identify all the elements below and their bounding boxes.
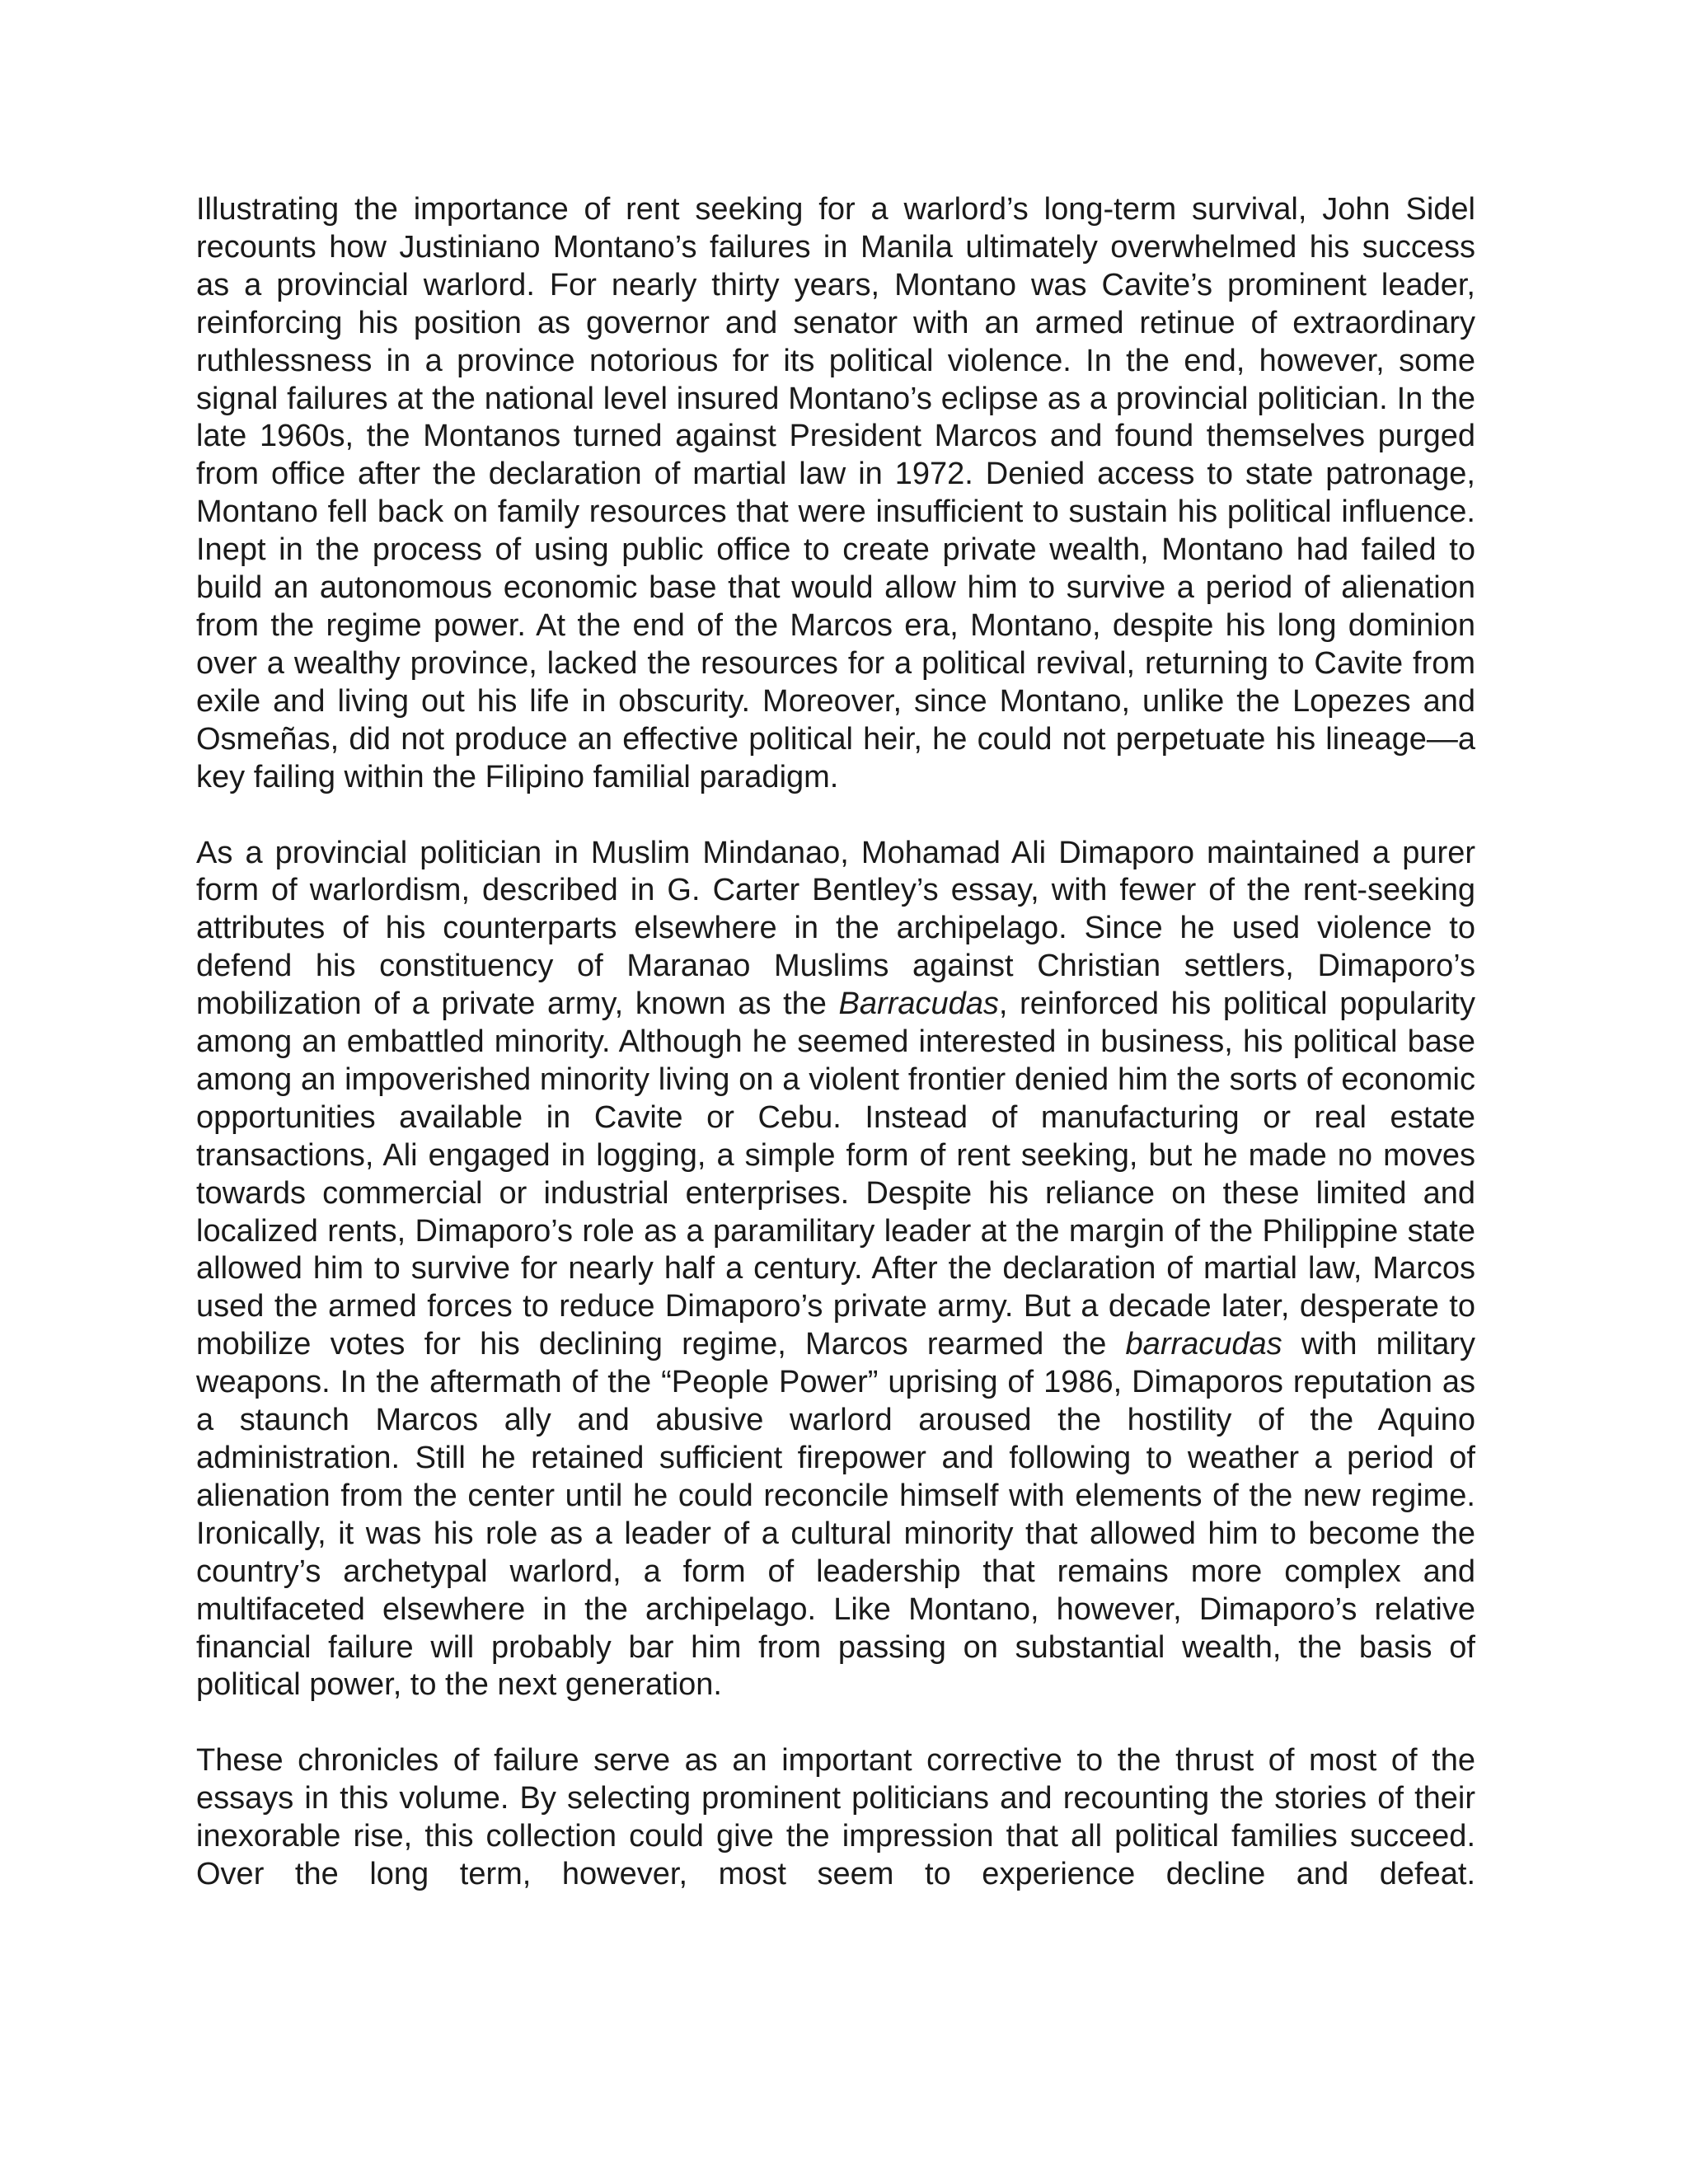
paragraph-montano: Illustrating the importance of rent seeking for a warlord’s long-term survival, John Sidel recounts how Justiniano Montano’s failures in Manila ultimately overwhelmed his success as a provincial warlord. For nearly thirty years, Montano was Cavite’s prominent leader, reinforcing his position as governor and senator with an armed retinue of extraordinary ruthlessness in a province notorious for its political violence. In the end, however, some signal failures at the national level insured Montano’s eclipse as a provincial politician. In the late 1960s, the Montanos turned against President Marcos and found themselves purged from office after the declaration of martial law in 1972. Denied access to state patronage, Montano fell back on family resources that were insufficient to sustain his political influence. Inept in the process of using public office to create private wealth, Montano had failed to build an autonomous economic base that would allow him to survive a period of alienation from the regime power. At the end of the Marcos era, Montano, despite his long dominion over a wealthy province, lacked the resources for a political revival, returning to Cavite from exile and living out his life in obscurity. Moreover, since Montano, unlike the Lopezes and Osmeñas, did not produce an effective political heir, he could not perpetuate his lineage—a key failing within the Filipino familial paradigm. — [196, 192, 1475, 794]
paragraph-dimaporo-segment: , reinforced his political popularity among an embattled minority. Although he seemed interested in business, his political base among an impoverished minority living on a violent frontier denied him the sorts of economic opportunities available in Cavite or Cebu. Instead of manufacturing or real estate transactions, Ali engaged in logging, a simple form of rent seeking, but he made no moves towards commercial or industrial enterprises. Despite his reliance on these limited and localized rents, Dimaporo’s role as a paramilitary leader at the margin of the Philippine state allowed him to survive for nearly half a century. After the declaration of martial law, Marcos used the armed forces to reduce Dimaporo’s private army. But a decade later, desperate to mobilize votes for his declining regime, Marcos rearmed the — [196, 987, 1475, 1362]
document-page — [196, 191, 1475, 1894]
paragraph-dimaporo-segment: As a provincial politician in Muslim Mindanao, Mohamad Ali Dimaporo maintained a purer form of warlordism, described in G. Carter Bentley’s essay, with fewer of the rent-seeking attributes of his counterparts elsewhere in the archipelago. Since he used violence to defend his constituency of Maranao Muslims against Christian settlers, Dimaporo’s mobilization of a private army, known as the — [196, 835, 1475, 1022]
paragraph-dimaporo-segment: with military weapons. In the aftermath of the “People Power” uprising of 1986, Dimaporos reputation as a staunch Marcos ally and abusive warlord aroused the hostility of the Aquino administration. Still he retained sufficient firepower and following to weather a period of alienation from the center until he could reconcile himself with elements of the new regime. Ironically, it was his role as a leader of a cultural minority that allowed him to become the country’s archetypal warlord, a form of leadership that remains more complex and multifaceted elsewhere in the archipelago. Like Montano, however, Dimaporo’s relative financial failure will probably bar him from passing on substantial wealth, the basis of political power, to the next generation. — [196, 1327, 1475, 1703]
paragraph-dimaporo — [196, 835, 1475, 1705]
paragraph-chronicles-of-failure: These chronicles of failure serve as an important corrective to the thrust of most of the essays in this volume. By selecting prominent politicians and recounting the stories of their inexorable rise, this collection could give the impression that all political families succeed. Over the long term, however, most seem to experience decline and defeat. — [196, 1743, 1475, 1892]
italic-term-barracudas: Barracudas — [838, 987, 999, 1022]
italic-term-barracudas-lowercase: barracudas — [1125, 1327, 1282, 1362]
